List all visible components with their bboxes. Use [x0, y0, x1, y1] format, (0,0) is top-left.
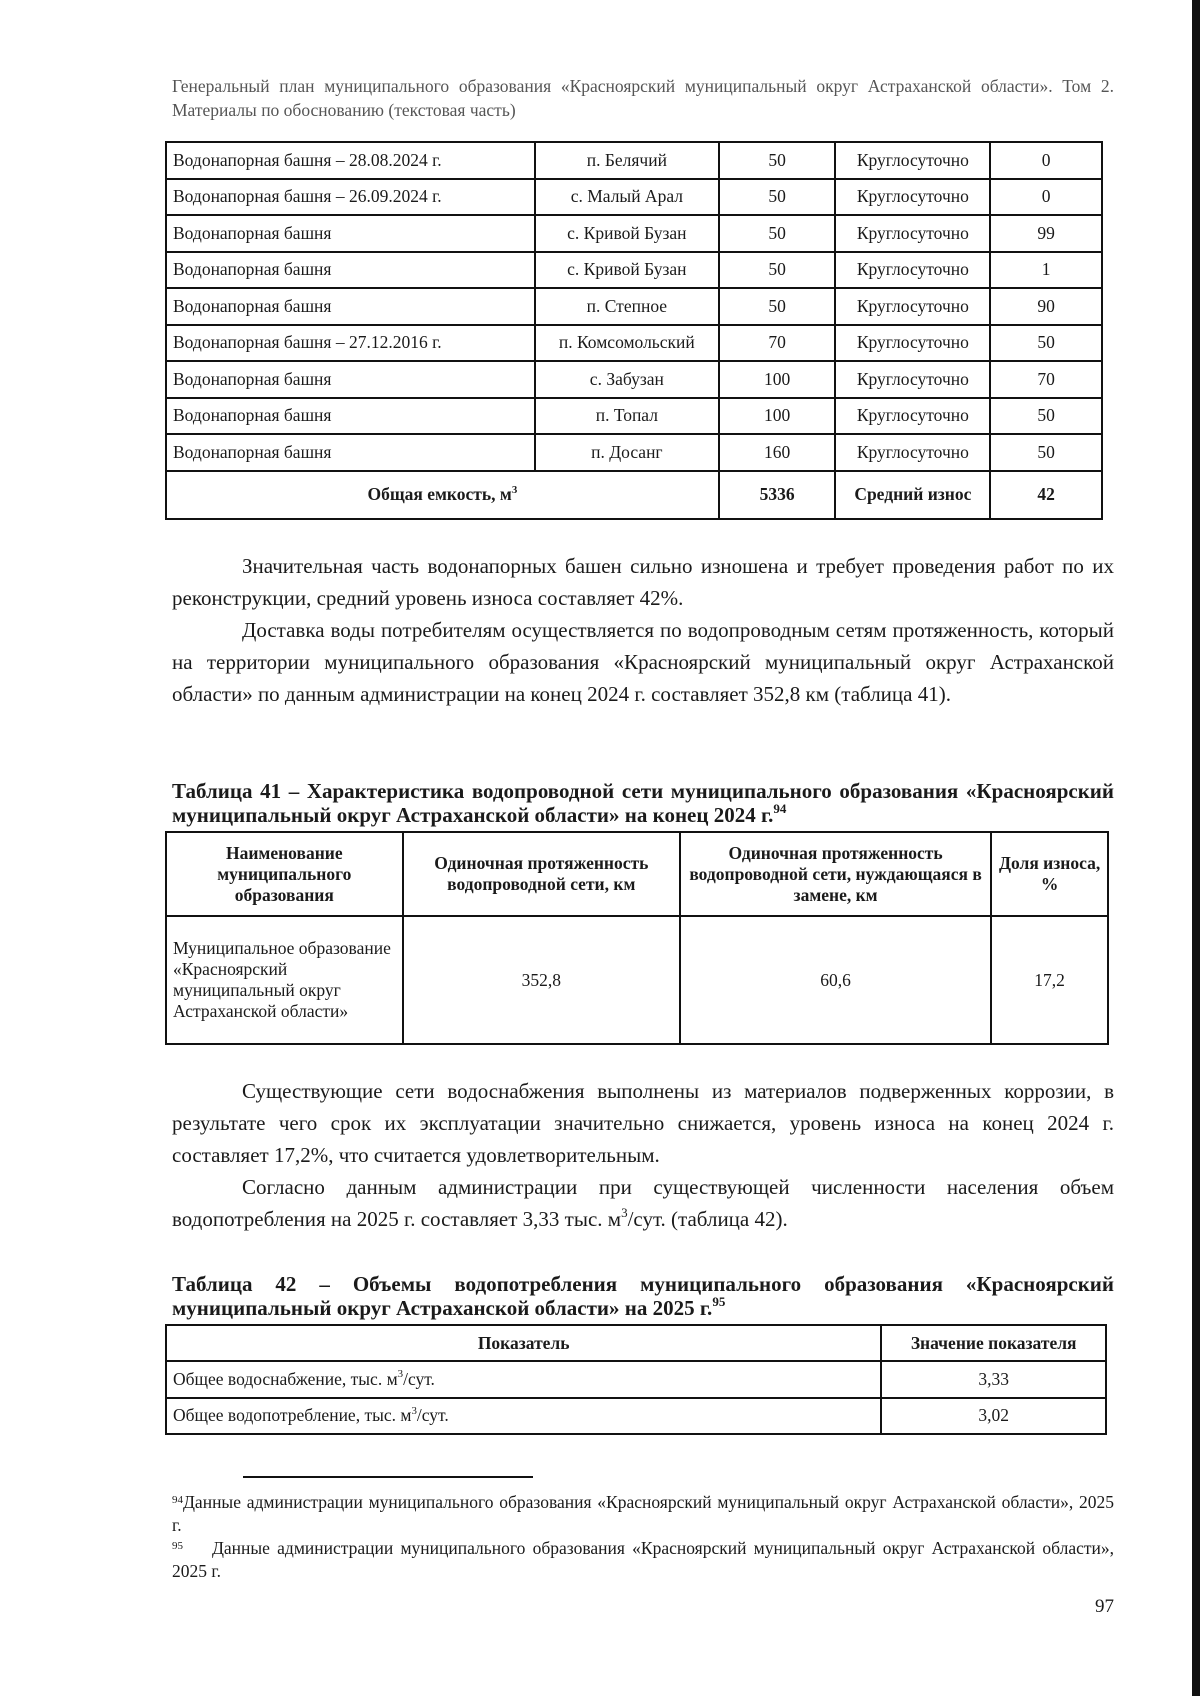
tower-mode-cell: Круглосуточно	[835, 325, 990, 362]
table41-cell-length: 352,8	[403, 916, 680, 1044]
paragraph-network-corrosion: Существующие сети водоснабжения выполнены из материалов подверженных коррозии, в результате чего срок их эксплуатации значительно снижается, уровень износа на конец 2024 г. составляет 17,2%, что считается удовлетворительным.	[172, 1079, 1114, 1167]
average-wear-value: 42	[990, 471, 1102, 519]
table42-header-value: Значение показателя	[881, 1325, 1106, 1361]
tower-capacity-cell: 100	[719, 361, 836, 398]
table41-header-wear: Доля износа, %	[991, 832, 1108, 916]
tower-wear-cell: 1	[990, 252, 1102, 289]
tower-settlement-cell: с. Малый Арал	[535, 179, 719, 216]
footnote-text: Данные администрации муниципального образования «Красноярский муниципальный округ Астраханской области», 2025 г.	[172, 1492, 1114, 1535]
table-row	[166, 361, 1102, 398]
running-header: Генеральный план муниципального образования «Красноярский муниципальный округ Астраханской области». Том 2. Материалы по обоснованию (текстовая часть)	[172, 76, 1114, 120]
table41-header-length: Одиночная протяженность водопроводной сети, км	[403, 832, 680, 916]
tower-capacity-cell: 160	[719, 434, 836, 471]
table41-cell-replace: 60,6	[680, 916, 991, 1044]
table-row	[166, 179, 1102, 216]
paragraph-consumption-sup: 3	[621, 1205, 628, 1221]
table-row	[166, 916, 1108, 1044]
tower-mode-cell: Круглосуточно	[835, 361, 990, 398]
tower-name-cell: Водонапорная башня	[166, 215, 535, 252]
tower-name-cell: Водонапорная башня	[166, 288, 535, 325]
tower-wear-cell: 50	[990, 325, 1102, 362]
paragraph-network-length: Доставка воды потребителям осуществляется по водопроводным сетям протяженность, который на территории муниципального образования «Красноярский муниципальный округ Астраханской области» по данным администрации на конец 2024 г. составляет 352,8 км (таблица 41).	[172, 618, 1114, 706]
tower-name-cell: Водонапорная башня	[166, 252, 535, 289]
tower-wear-cell: 70	[990, 361, 1102, 398]
paragraph-consumption-a: Согласно данным администрации при существующей численности населения объем водопотребления на 2025 г. составляет 3,33 тыс. м	[172, 1175, 1114, 1231]
table-row	[166, 288, 1102, 325]
table-row	[166, 142, 1102, 179]
page-number: 97	[1095, 1596, 1114, 1617]
table42-label-text: Общее водоснабжение, тыс. м	[173, 1368, 398, 1389]
tower-capacity-cell: 100	[719, 398, 836, 435]
tower-capacity-cell: 50	[719, 142, 836, 179]
tower-name-cell: Водонапорная башня – 28.08.2024 г.	[166, 142, 535, 179]
table42-caption	[172, 1272, 1114, 1320]
tower-wear-cell: 50	[990, 434, 1102, 471]
table-row	[166, 398, 1102, 435]
tower-settlement-cell: п. Топал	[535, 398, 719, 435]
tower-wear-cell: 90	[990, 288, 1102, 325]
table41	[165, 831, 1109, 1045]
tower-settlement-cell: с. Кривой Бузан	[535, 252, 719, 289]
tower-wear-cell: 0	[990, 179, 1102, 216]
tower-settlement-cell: с. Кривой Бузан	[535, 215, 719, 252]
tower-wear-cell: 50	[990, 398, 1102, 435]
table42-cell-value: 3,33	[881, 1361, 1106, 1398]
table-total-row	[166, 471, 1102, 519]
total-capacity-value: 5336	[719, 471, 836, 519]
tower-mode-cell: Круглосуточно	[835, 215, 990, 252]
tower-mode-cell: Круглосуточно	[835, 142, 990, 179]
footnote-separator	[243, 1476, 533, 1478]
tower-capacity-cell: 70	[719, 325, 836, 362]
tower-mode-cell: Круглосуточно	[835, 179, 990, 216]
table42-header-row	[166, 1325, 1106, 1361]
tower-capacity-cell: 50	[719, 252, 836, 289]
tower-settlement-cell: п. Досанг	[535, 434, 719, 471]
total-capacity-label-text: Общая емкость, м	[367, 484, 512, 504]
tower-name-cell: Водонапорная башня – 27.12.2016 г.	[166, 325, 535, 362]
table42-label-sup: 3	[397, 1368, 404, 1381]
table42-footnote-ref[interactable]: 95	[712, 1294, 726, 1310]
tower-mode-cell: Круглосуточно	[835, 434, 990, 471]
table42	[165, 1324, 1107, 1435]
tower-name-cell: Водонапорная башня	[166, 361, 535, 398]
table-row	[166, 1398, 1106, 1435]
tower-name-cell: Водонапорная башня – 26.09.2024 г.	[166, 179, 535, 216]
total-capacity-label-sup: 3	[511, 483, 518, 496]
page-edge	[1192, 0, 1200, 1696]
footnote-text: Данные администрации муниципального образования «Красноярский муниципальный округ Астраханской области», 2025 г.	[172, 1538, 1114, 1581]
table-row	[166, 252, 1102, 289]
table-row	[166, 1361, 1106, 1398]
table42-label-sup: 3	[411, 1404, 417, 1417]
footnote-mark: 95	[172, 1540, 183, 1552]
tower-capacity-cell: 50	[719, 179, 836, 216]
tower-mode-cell: Круглосуточно	[835, 252, 990, 289]
footnote-mark: 94	[172, 1494, 183, 1506]
tower-settlement-cell: п. Степное	[535, 288, 719, 325]
table-row	[166, 215, 1102, 252]
table41-cell-wear: 17,2	[991, 916, 1108, 1044]
tower-wear-cell: 99	[990, 215, 1102, 252]
tower-mode-cell: Круглосуточно	[835, 398, 990, 435]
tower-settlement-cell: с. Забузан	[535, 361, 719, 398]
tower-mode-cell: Круглосуточно	[835, 288, 990, 325]
table41-footnote-ref[interactable]: 94	[773, 801, 787, 817]
table42-caption-text: Таблица 42 – Объемы водопотребления муниципального образования «Красноярский муниципальный округ Астраханской области» на 2025 г.	[172, 1272, 1114, 1320]
table-row	[166, 325, 1102, 362]
table41-header-row	[166, 832, 1108, 916]
table-row	[166, 434, 1102, 471]
total-capacity-label	[166, 471, 719, 519]
tower-name-cell: Водонапорная башня	[166, 434, 535, 471]
table41-header-name: Наименование муниципального образования	[166, 832, 403, 916]
paragraph-tower-wear: Значительная часть водонапорных башен сильно изношена и требует проведения работ по их реконструкции, средний уровень износа составляет 42%.	[172, 554, 1114, 610]
table42-label-unit: /сут.	[416, 1405, 449, 1426]
table42-label-unit: /сут.	[403, 1368, 435, 1389]
paragraph-consumption-b: /сут. (таблица 42).	[627, 1207, 788, 1231]
paragraph-consumption	[172, 1171, 1114, 1235]
table42-header-indicator: Показатель	[166, 1325, 881, 1361]
tower-name-cell: Водонапорная башня	[166, 398, 535, 435]
table42-label-text: Общее водопотребление, тыс. м	[173, 1405, 412, 1426]
tower-capacity-cell: 50	[719, 288, 836, 325]
footnote-95	[172, 1537, 1114, 1583]
tower-wear-cell: 0	[990, 142, 1102, 179]
table41-caption-text: Таблица 41 – Характеристика водопроводной сети муниципального образования «Красноярский муниципальный округ Астраханской области» на конец 2024 г.	[172, 779, 1114, 827]
table41-caption	[172, 779, 1114, 827]
tower-settlement-cell: п. Комсомольский	[535, 325, 719, 362]
footnote-94	[172, 1491, 1114, 1537]
table42-cell-label	[166, 1398, 881, 1435]
table42-cell-value: 3,02	[881, 1398, 1106, 1435]
water-towers-table	[165, 141, 1103, 520]
table41-header-replace: Одиночная протяженность водопроводной сети, нуждающаяся в замене, км	[680, 832, 991, 916]
tower-capacity-cell: 50	[719, 215, 836, 252]
table41-cell-name: Муниципальное образование «Красноярский муниципальный округ Астраханской области»	[166, 916, 403, 1044]
average-wear-label: Средний износ	[835, 471, 990, 519]
table42-cell-label	[166, 1361, 881, 1398]
tower-settlement-cell: п. Белячий	[535, 142, 719, 179]
